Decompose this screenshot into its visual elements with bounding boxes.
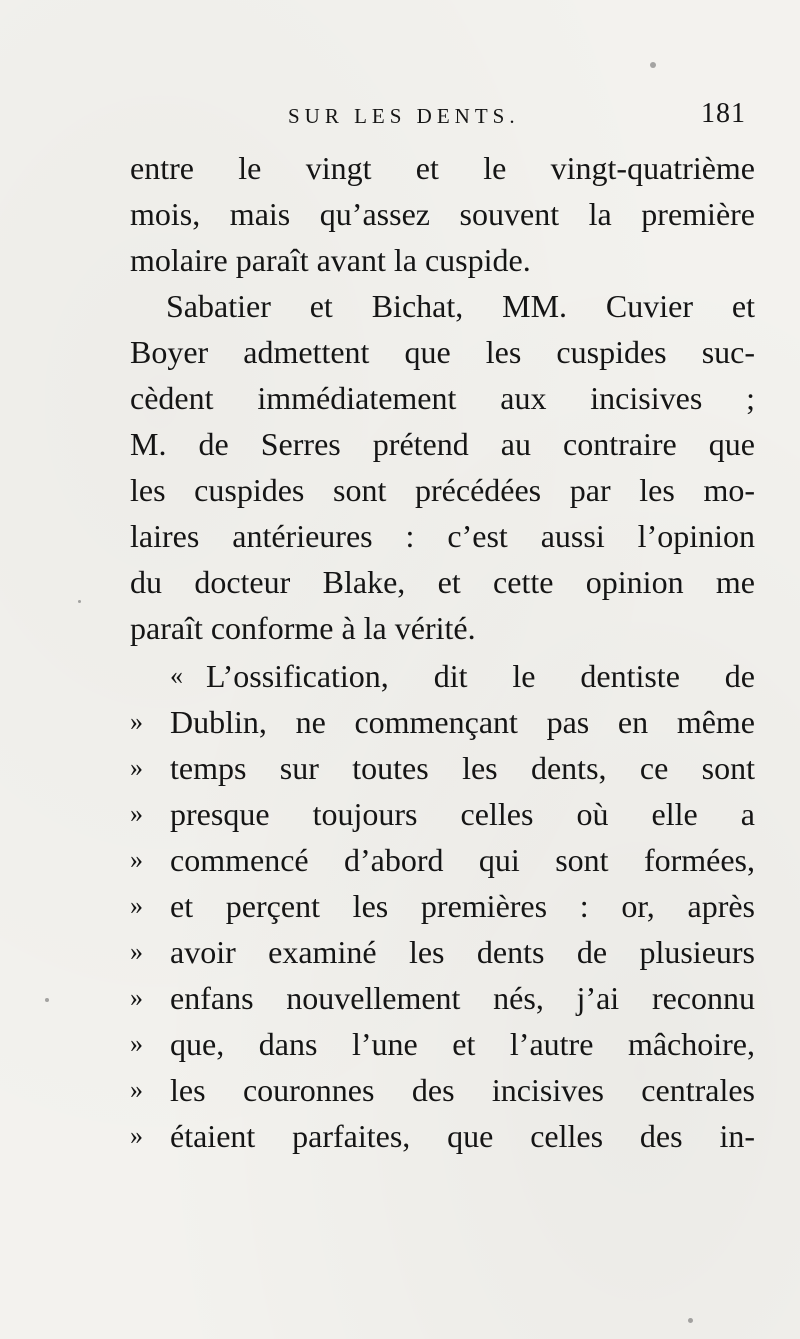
quote-text: étaient parfaites, que celles des in- xyxy=(170,1118,755,1154)
text-line: molaire paraît avant la cuspide. xyxy=(130,242,531,278)
continuation-quote-mark: » xyxy=(130,983,143,1012)
continuation-quote-mark: » xyxy=(130,1075,143,1104)
quote-line xyxy=(130,791,755,837)
continuation-quote-mark: » xyxy=(130,1029,143,1058)
quote-line xyxy=(130,1067,755,1113)
quote-text: les couronnes des incisives centrales xyxy=(170,1072,755,1108)
running-head: SUR LES DENTS. xyxy=(288,104,520,128)
text-line: paraît conforme à la vérité. xyxy=(130,610,476,646)
text-line: M. de Serres prétend au contraire que xyxy=(130,426,755,462)
quote-text: L’ossification, dit le dentiste de xyxy=(206,658,755,694)
open-quote-mark: « xyxy=(170,661,183,690)
text-line: les cuspides sont précédées par les mo- xyxy=(130,472,755,508)
quote-line xyxy=(130,653,755,699)
quote-line xyxy=(130,1021,755,1067)
quote-line xyxy=(130,1113,755,1159)
continuation-quote-mark: » xyxy=(130,799,143,828)
quote-text: que, dans l’une et l’autre mâchoire, xyxy=(170,1026,755,1062)
quote-text: et perçent les premières : or, après xyxy=(170,888,755,924)
ink-speck xyxy=(78,600,81,603)
quote-line xyxy=(130,883,755,929)
quote-line xyxy=(130,745,755,791)
quote-line xyxy=(130,837,755,883)
continuation-quote-mark: » xyxy=(130,845,143,874)
quote-text: enfans nouvellement nés, j’ai reconnu xyxy=(170,980,755,1016)
ink-speck xyxy=(650,62,656,68)
quote-line xyxy=(130,929,755,975)
text-line: laires antérieures : c’est aussi l’opinion xyxy=(130,518,755,554)
quote-text: avoir examiné les dents de plusieurs xyxy=(170,934,755,970)
text-line: cèdent immédiatement aux incisives ; xyxy=(130,380,755,416)
ink-speck xyxy=(688,1318,693,1323)
paragraph-first-line: Sabatier et Bichat, MM. Cuvier et xyxy=(166,288,755,324)
continuation-quote-mark: » xyxy=(130,891,143,920)
continuation-quote-mark: » xyxy=(130,1121,143,1150)
ink-speck xyxy=(45,998,49,1002)
continuation-quote-mark: » xyxy=(130,707,143,736)
quote-line xyxy=(130,699,755,745)
quote-line xyxy=(130,975,755,1021)
text-line: du docteur Blake, et cette opinion me xyxy=(130,564,755,600)
quote-text: temps sur toutes les dents, ce sont xyxy=(170,750,755,786)
page-header xyxy=(120,98,760,138)
continuation-quote-mark: » xyxy=(130,753,143,782)
text-line: entre le vingt et le vingt-quatrième xyxy=(130,150,755,186)
quote-text: Dublin, ne commençant pas en même xyxy=(170,704,755,740)
continuation-quote-mark: » xyxy=(130,937,143,966)
quote-text: commencé d’abord qui sont formées, xyxy=(170,842,755,878)
quote-text: presque toujours celles où elle a xyxy=(170,796,755,832)
page-number: 181 xyxy=(701,98,746,129)
text-line: Boyer admettent que les cuspides suc- xyxy=(130,334,755,370)
text-line: mois, mais qu’assez souvent la première xyxy=(130,196,755,232)
